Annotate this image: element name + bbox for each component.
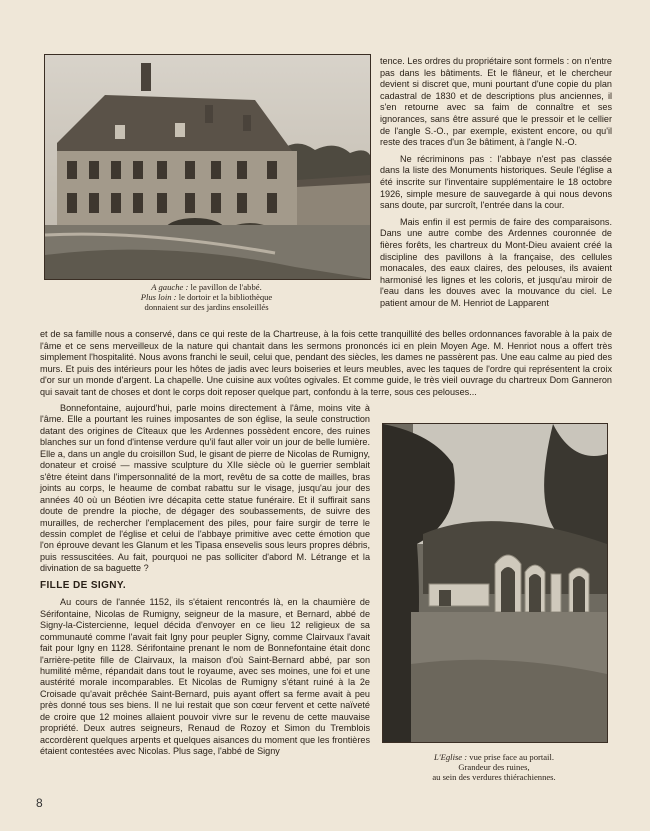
church-ruins-image <box>383 424 607 742</box>
caption-label: Plus loin : <box>140 292 177 302</box>
abbey-pavilion-caption <box>44 282 369 312</box>
caption-text: le dortoir et la bibliothèque <box>176 292 273 302</box>
caption-text: Grandeur des ruines, <box>458 762 530 772</box>
caption-label: L'Eglise : <box>434 752 468 762</box>
right-column-top <box>380 56 612 314</box>
paragraph: Ne récriminons pas : l'abbaye n'est pas classée dans la liste des Monuments historiques. Seule l'église a été inscrite sur l'inventaire supplémentaire le 18 octobre 1926, simple mesure de sauvegarde à qui nous devons sans doute, par surcroît, l'entrée dans la cour. <box>380 153 612 211</box>
paragraph: et de sa famille nous a conservé, dans ce qui reste de la Chartreuse, à la fois cette tranquillité des belles ordonnances favorable à la paix de l'âme et ce sens merveilleux de la nature qui chantait dans les sermons prononcés ici en plein Moyen Age. M. Henriot nous a offert très simplement l'hospitalité. Nous avons franchi le seuil, celui que, pendant des siècles, les dames ne passèrent pas. Une eau calme au pied des murs. Et puis des intérieurs pour les hôtes de jadis avec leurs boiseries et leurs meubles, avec les taques de l'ordre qui représentent la croix d'or sur un monde d'argent. La chapelle. Une cuisine aux voûtes ogivales. Et comme guide, le très vieil ouvrage du chartreux Dom Ganneron qui savait tant de choses et dont le corps doit reposer quelque part, confondu à la terre, sous ces pelouses... <box>40 329 612 397</box>
left-column-bottom <box>40 403 370 763</box>
caption-text: vue prise face au portail. <box>467 752 554 762</box>
caption-text: au sein des verdures thiérachiennes. <box>432 772 556 782</box>
caption-text: le pavillon de l'abbé. <box>188 282 262 292</box>
church-ruins-photo <box>382 423 608 743</box>
paragraph: Mais enfin il est permis de faire des comparaisons. Dans une autre combe des Ardennes couronnée de fières forêts, les chartreux du Mont-Dieu avaient créé la discipline des pavillons à la française, des cellules monacales, des eaux claires, des pelouses, ils avaient harmonisé les lignes et les coloris, et jusqu'au miroir de l'eau dans les douves avec la mouvance du ciel. Le patient amour de M. Henriot de Lapparent <box>380 216 612 308</box>
full-width-text <box>40 329 612 404</box>
paragraph: tence. Les ordres du propriétaire sont formels : on n'entre pas dans les bâtiments. Et le flâneur, et le chercheur devient si discret que, muni pourtant d'une copie du plan cadastral de 1830 et de descriptions plus anciennes, il s'en retourne avec sa faim de connaître et ses ignorances, sans être assuré que le pressoir et le cellier de l'angle S.-O., par exemple, existent encore, ou qu'il reste des traces d'un 3e bâtiment, à l'angle N.-O. <box>380 56 612 148</box>
paragraph: Au cours de l'année 1152, ils s'étaient rencontrés là, en la chaumière de Sérifontaine, Nicolas de Rumigny, seigneur de la masure, et Bernard, abbé de Signy-la-Cistercienne, lequel décida d'envoyer en ce lieu 12 religieux de sa communauté comme l'avait fait Igny pour peupler Signy, comme Clairvaux l'avait fait pour Igny en 1128. Sérifontaine prenant le nom de Bonnefontaine était donc l'arrière-petite fille de Clairvaux, la maison d'où Saint-Bernard abbé, par son humilité même, répandait dans tout le royaume, avec ses moines, une foi et une austérité morale incomparables. Et Nicolas de Rumigny s'étant ruiné à la 2e Croisade qu'avait prêchée Saint-Bernard, puis ayant offert sa ferme avait à peu près donné tous ses biens. Il ne lui restait que son cœur fervent et cette naïveté de croire que 12 moines allaient pouvoir vivre sur le revenu de cette mauvaise propriété. Deux autres seigneurs, Renaud de Rozoy et Simon du Tremblois accordèrent quelques arpents et quelques aisances du moment que les frontières étaient contestées avec Nicolas. Plus sage, l'abbé de Signy <box>40 597 370 757</box>
abbey-pavilion-image <box>45 55 370 279</box>
church-ruins-caption <box>382 752 606 782</box>
paragraph: Bonnefontaine, aujourd'hui, parle moins directement à l'âme, moins vite à l'âme. Elle a pourtant les ruines imposantes de son église, la seule construction datant des origines de Cîteaux que les Ardennes possèdent encore, des ruines blanches sur un fond d'intense verdure qu'il faut aller voir un jour de belle lumière. Elle a, dans un angle du croisillon Sud, le gisant de pierre de Nicolas de Rumigny, donateur et croisé — massive sculpture du XIIe siècle où le guerrier semblait s'être éteint dans l'impersonnalité de la mort, revêtu de sa cotte de mailles, bras joints au corps, le heaume de combat rabattu sur le visage, jusqu'au jour des années 40 où un Béotien ivre décapita cette statue funéraire. Et il suffirait sans doute de prendre la pioche, de dégager des soubassements, de suivre des murailles, de rechercher l'emplacement des piles, pour faire surgir de terre le dessin complet de l'église et celui de l'abbaye primitive avec cette émotion que l'on éprouve devant les Glanum et les Tipasa ensevelis sous leurs propres débris, puis ressuscitées. Au fait, pourquoi ne pas solliciter d'abord M. Létrange et la divination de sa baguette ? <box>40 403 370 574</box>
caption-text: donnaient sur des jardins ensoleillés <box>144 302 269 312</box>
abbey-pavilion-photo <box>44 54 371 280</box>
section-heading: FILLE DE SIGNY. <box>40 579 127 591</box>
page-number: 8 <box>36 796 43 810</box>
caption-label: A gauche : <box>151 282 189 292</box>
